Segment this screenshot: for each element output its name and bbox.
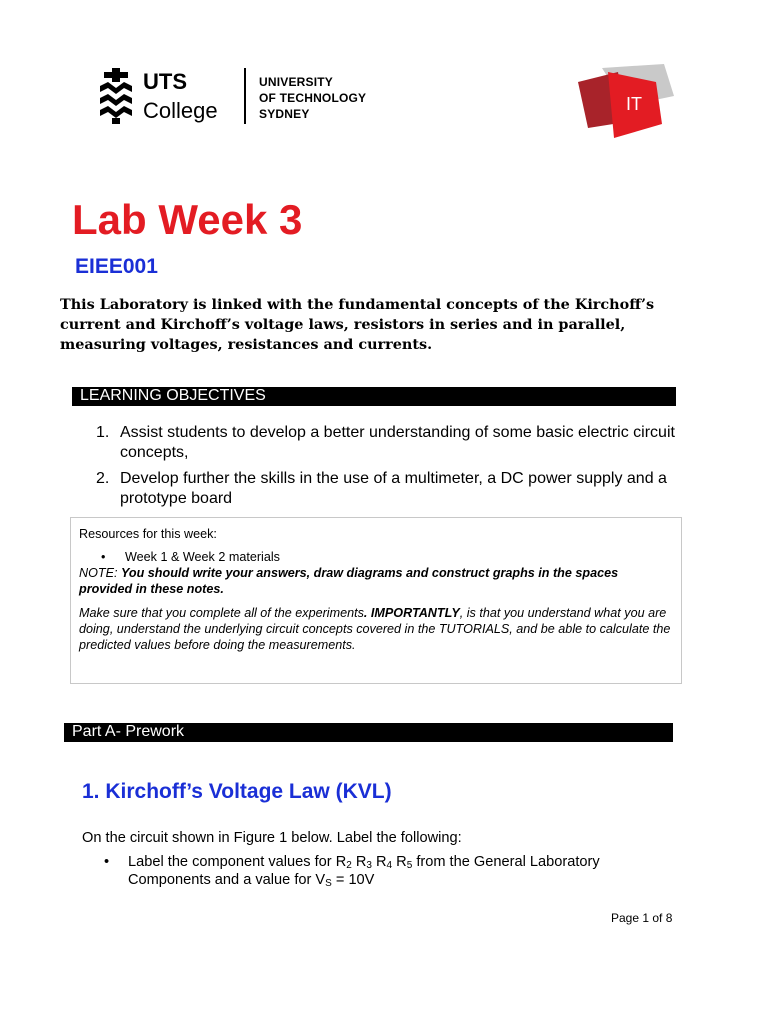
resources-bullet xyxy=(79,549,673,565)
page-number: Page 1 of 8 xyxy=(611,911,673,925)
kvl-text-part: from the General Laboratory Components and a value for V xyxy=(128,854,600,888)
list-item-text: Develop further the skills in the use of a multimeter, a DC power supply and a prototype board xyxy=(120,470,667,507)
resources-bullet-text: Week 1 & Week 2 materials xyxy=(125,550,280,564)
resources-note xyxy=(79,565,673,597)
list-number: 1. xyxy=(96,424,110,441)
make-sure-part1: Make sure that you complete all of the experiments xyxy=(79,606,364,620)
kvl-text-part: Label the component values for R xyxy=(128,854,347,870)
note-text: You should write your answers, draw diagrams and construct graphs in the spaces provided in these notes. xyxy=(79,566,619,596)
objectives-list xyxy=(96,423,676,515)
list-item-text: Assist students to develop a better understanding of some basic electric circuit concepts, xyxy=(120,424,675,461)
university-line: OF TECHNOLOGY xyxy=(259,91,367,105)
list-item xyxy=(96,423,676,463)
section-bar-learning-objectives: LEARNING OBJECTIVES xyxy=(72,387,676,406)
resources-box xyxy=(70,517,682,684)
subscript: 3 xyxy=(366,860,372,871)
resources-make-sure xyxy=(79,605,673,653)
brand-college: College xyxy=(143,98,218,123)
bullet-dot-icon: • xyxy=(101,550,106,564)
make-sure-importantly: . IMPORTANTLY xyxy=(363,606,460,620)
resources-heading: Resources for this week: xyxy=(79,527,217,541)
kvl-text-part: R xyxy=(371,854,387,870)
subscript: S xyxy=(325,878,332,889)
kvl-bullet-text xyxy=(128,853,668,889)
course-code: EIEE001 xyxy=(75,255,158,278)
kvl-intro: On the circuit shown in Figure 1 below. Label the following: xyxy=(82,830,462,846)
kvl-heading: 1. Kirchoff’s Voltage Law (KVL) xyxy=(82,780,392,803)
section-bar-part-a: Part A- Prework xyxy=(64,723,673,742)
uts-shield-icon xyxy=(98,68,134,124)
note-label: NOTE: xyxy=(79,566,121,580)
make-sure-part3: , is that you understand what you are doing, understand the underlying circuit concepts covered in the TUTORIALS, and be able to calculate the predicted values before doing the measurements. xyxy=(79,606,671,652)
university-line: UNIVERSITY xyxy=(259,75,334,89)
kvl-text-part: R xyxy=(392,854,407,870)
subscript: 5 xyxy=(406,860,413,871)
it-logo-text: IT xyxy=(626,94,642,114)
university-name xyxy=(259,74,366,122)
brand-uts: UTS xyxy=(143,69,187,94)
page-title: Lab Week 3 xyxy=(72,196,303,243)
kvl-text-part: = 10V xyxy=(331,872,375,888)
list-number: 2. xyxy=(96,470,110,487)
university-line: SYDNEY xyxy=(259,107,310,121)
bullet-dot-icon: • xyxy=(104,854,110,870)
intro-paragraph: This Laboratory is linked with the fundamental concepts of the Kirchoff’s current and Kirchoff’s voltage laws, resistors in series and in parallel, measuring voltages, resistances and currents. xyxy=(60,296,655,353)
subscript: 4 xyxy=(386,860,393,871)
logo-divider xyxy=(244,68,246,124)
kvl-text-part: R xyxy=(351,854,367,870)
subscript: 2 xyxy=(346,860,352,871)
list-item xyxy=(96,469,676,509)
it-logo-icon xyxy=(574,62,678,142)
